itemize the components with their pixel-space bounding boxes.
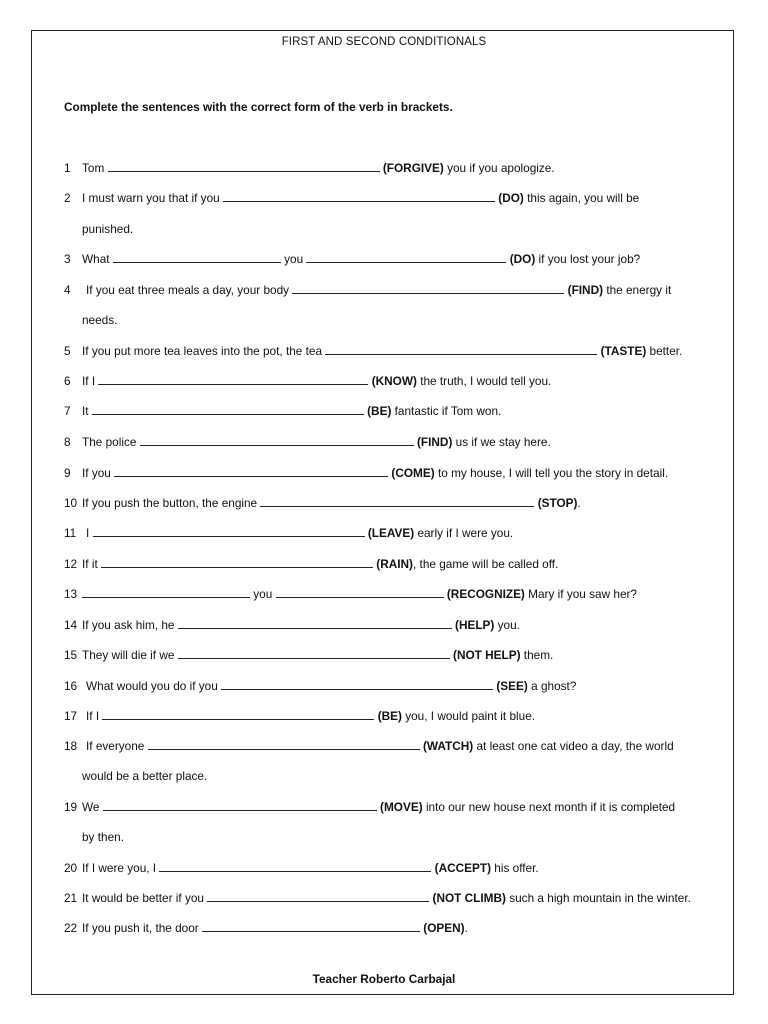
answer-blank[interactable] [178, 648, 450, 659]
sentence-start: If you eat three meals a day, your body [86, 283, 290, 297]
question-line [64, 191, 639, 205]
verb-in-brackets: (RECOGNIZE) [446, 587, 525, 601]
sentence-start: I must warn you that if you [82, 191, 220, 205]
answer-blank[interactable] [98, 374, 368, 385]
question-number: 9 [64, 466, 71, 480]
question-continuation: would be a better place. [82, 769, 208, 783]
verb-in-brackets: (LEAVE) [367, 526, 415, 540]
sentence-end: them. [523, 648, 554, 662]
sentence-start: The police [82, 435, 137, 449]
answer-blank[interactable] [114, 466, 388, 477]
sentence-end: early if I were you. [417, 526, 514, 540]
answer-blank[interactable] [178, 618, 452, 629]
sentence-start: I [86, 526, 90, 540]
question-line [64, 739, 674, 753]
question-number: 8 [64, 435, 71, 449]
answer-blank[interactable] [159, 861, 431, 872]
sentence-end: us if we stay here. [455, 435, 551, 449]
verb-in-brackets: (ACCEPT) [434, 861, 492, 875]
question-line [64, 496, 581, 510]
question-line [64, 891, 691, 905]
answer-blank[interactable] [325, 344, 597, 355]
verb-in-brackets: (TASTE) [600, 344, 647, 358]
question-line [64, 618, 520, 632]
answer-blank[interactable] [103, 800, 377, 811]
verb-in-brackets: (FIND) [567, 283, 604, 297]
question-line [64, 587, 637, 601]
question-number: 13 [64, 587, 78, 601]
question-number: 20 [64, 861, 78, 875]
answer-blank[interactable] [148, 739, 420, 750]
verb-in-brackets: (NOT CLIMB) [432, 891, 506, 905]
sentence-start: It would be better if you [82, 891, 204, 905]
question-number: 15 [64, 648, 78, 662]
question-number: 5 [64, 344, 71, 358]
sentence-start: If you push it, the door [82, 921, 199, 935]
sentence-start: If everyone [86, 739, 145, 753]
sentence-end: his offer. [494, 861, 539, 875]
sentence-start: What would you do if you [86, 679, 218, 693]
question-number: 16 [64, 679, 78, 693]
answer-blank[interactable] [93, 526, 365, 537]
question-line [64, 800, 675, 814]
question-line [64, 709, 535, 723]
question-line [64, 161, 555, 175]
question-number: 12 [64, 557, 78, 571]
instructions: Complete the sentences with the correct form of the verb in brackets. [64, 100, 453, 114]
question-number: 1 [64, 161, 71, 175]
sentence-middle: you [253, 587, 273, 601]
sentence-start: We [82, 800, 100, 814]
answer-blank[interactable] [92, 404, 364, 415]
sentence-start: If I [82, 374, 96, 388]
sentence-end: such a high mountain in the winter. [509, 891, 691, 905]
question-line [64, 921, 468, 935]
question-continuation: by then. [82, 830, 124, 844]
sentence-end: better. [649, 344, 683, 358]
question-number: 18 [64, 739, 78, 753]
verb-in-brackets: (MOVE) [380, 800, 423, 814]
answer-blank[interactable] [202, 921, 420, 932]
question-number: 19 [64, 800, 78, 814]
verb-in-brackets: (DO) [509, 252, 536, 266]
sentence-end: you. [497, 618, 520, 632]
sentence-end: , the game will be called off. [413, 557, 559, 571]
sentence-start: If you put more tea leaves into the pot, the tea [82, 344, 323, 358]
verb-in-brackets: (DO) [498, 191, 524, 205]
sentence-start: If I [86, 709, 100, 723]
sentence-start: They will die if we [82, 648, 175, 662]
sentence-end: the truth, I would tell you. [420, 374, 552, 388]
verb-in-brackets: (HELP) [455, 618, 495, 632]
sentence-end: this again, you will be [527, 191, 640, 205]
verb-in-brackets: (STOP) [537, 496, 578, 510]
verb-in-brackets: (COME) [391, 466, 435, 480]
sentence-start: If it [82, 557, 98, 571]
question-continuation: needs. [82, 313, 118, 327]
sentence-end: into our new house next month if it is completed [425, 800, 676, 814]
question-line [64, 435, 551, 449]
question-line [64, 679, 576, 693]
question-number: 4 [64, 283, 71, 297]
sentence-start: If you ask him, he [82, 618, 175, 632]
question-continuation: punished. [82, 222, 134, 236]
answer-blank[interactable] [306, 252, 506, 263]
question-number: 22 [64, 921, 78, 935]
question-line [64, 466, 668, 480]
question-number: 7 [64, 404, 71, 418]
question-line [64, 404, 501, 418]
sentence-start: It [82, 404, 89, 418]
sentence-end: a ghost? [531, 679, 577, 693]
sentence-middle: you [284, 252, 304, 266]
answer-blank[interactable] [221, 679, 493, 690]
question-line [64, 374, 551, 388]
answer-blank[interactable] [102, 709, 374, 720]
answer-blank[interactable] [140, 435, 414, 446]
question-number: 2 [64, 191, 71, 205]
sentence-start: What [82, 252, 110, 266]
question-line [64, 344, 682, 358]
sentence-end: . [577, 496, 581, 510]
sentence-start: If you push the button, the engine [82, 496, 258, 510]
sentence-end: Mary if you saw her? [528, 587, 637, 601]
question-line [64, 861, 539, 875]
question-number: 17 [64, 709, 78, 723]
sentence-start: If I were you, I [82, 861, 157, 875]
verb-in-brackets: (NOT HELP) [453, 648, 521, 662]
answer-blank[interactable] [101, 557, 373, 568]
sentence-end: . [464, 921, 468, 935]
question-number: 10 [64, 496, 78, 510]
question-number: 3 [64, 252, 71, 266]
sentence-start: If you [82, 466, 111, 480]
verb-in-brackets: (KNOW) [371, 374, 417, 388]
verb-in-brackets: (OPEN) [423, 921, 465, 935]
answer-blank[interactable] [292, 283, 564, 294]
sentence-end: fantastic if Tom won. [394, 404, 502, 418]
verb-in-brackets: (BE) [367, 404, 392, 418]
question-line [64, 648, 553, 662]
question-line [64, 557, 558, 571]
worksheet-title: FIRST AND SECOND CONDITIONALS [281, 36, 487, 48]
answer-blank[interactable] [113, 252, 281, 263]
sentence-end: at least one cat video a day, the world [476, 739, 674, 753]
verb-in-brackets: (WATCH) [422, 739, 474, 753]
answer-blank[interactable] [223, 191, 495, 202]
answer-blank[interactable] [82, 587, 250, 598]
sentence-end: the energy it [606, 283, 672, 297]
answer-blank[interactable] [276, 587, 444, 598]
sentence-end: to my house, I will tell you the story in detail. [437, 466, 669, 480]
sentence-end: you if you apologize. [447, 161, 555, 175]
sentence-start: Tom [82, 161, 105, 175]
verb-in-brackets: (RAIN) [376, 557, 413, 571]
teacher-name: Teacher Roberto Carbajal [312, 972, 456, 986]
verb-in-brackets: (SEE) [496, 679, 528, 693]
question-line [64, 526, 513, 540]
question-number: 6 [64, 374, 71, 388]
answer-blank[interactable] [108, 161, 380, 172]
question-number: 21 [64, 891, 78, 905]
answer-blank[interactable] [260, 496, 534, 507]
sentence-end: you, I would paint it blue. [405, 709, 536, 723]
verb-in-brackets: (BE) [377, 709, 402, 723]
sentence-end: if you lost your job? [538, 252, 641, 266]
question-number: 11 [64, 526, 77, 540]
verb-in-brackets: (FIND) [417, 435, 453, 449]
question-line [64, 283, 671, 297]
question-number: 14 [64, 618, 78, 632]
answer-blank[interactable] [207, 891, 429, 902]
verb-in-brackets: (FORGIVE) [382, 161, 444, 175]
question-line [64, 252, 640, 266]
